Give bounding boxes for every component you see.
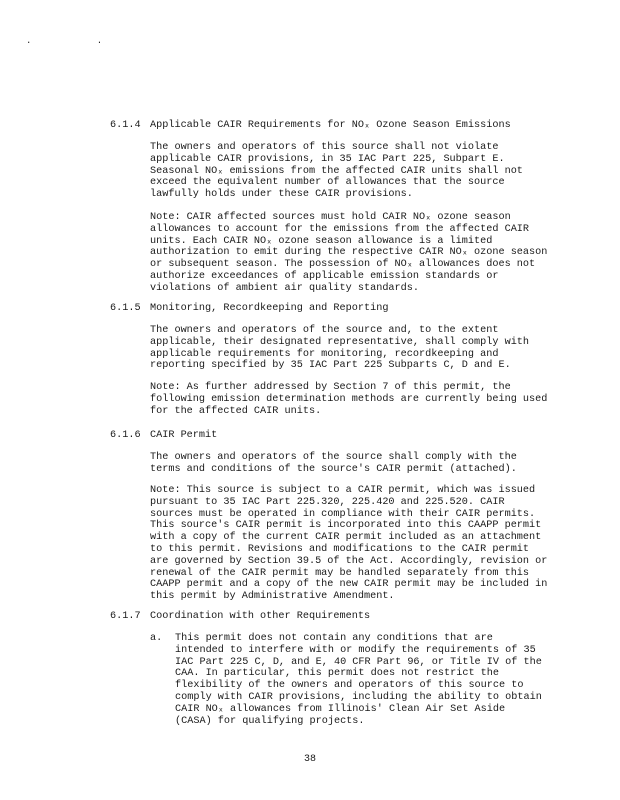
section-heading: Coordination with other Requirements: [150, 611, 371, 622]
paragraph: The owners and operators of this source shall not violate applicable CAIR provisions, in 35 IAC Part 225, Subpart E. Seasonal NOₓ emissions from the affected CAIR units shall not exceed the equivalent number of allowances that the source lawfully holds under these CAIR provisions.: [150, 142, 523, 201]
note-paragraph: Note: CAIR affected sources must hold CAIR NOₓ ozone season allowances to account for the emissions from the affected CAIR units. Each CAIR NOₓ ozone season allowance is a limited authorization to emit during the respective CAIR NOₓ ozone season or subsequent season. The possession of NOₓ allowances does not authorize exceedances of applicable emission standards or violations of ambient air quality standards.: [150, 212, 548, 294]
note-paragraph: Note: As further addressed by Section 7 of this permit, the following emission determination methods are currently being used for the affected CAIR units.: [150, 382, 548, 417]
note-paragraph: Note: This source is subject to a CAIR permit, which was issued pursuant to 35 IAC Part 225.320, 225.420 and 225.520. CAIR sources must be operated in compliance with their CAIR permits. This source's CAIR permit is incorporated into this CAAPP permit with a copy of the current CAIR permit included as an attachment to this permit. Revisions and modifications to the CAIR permit are governed by Section 39.5 of the Act. Accordingly, revision or renewal of the CAIR permit may be handled separately from this CAAPP permit and a copy of the new CAIR permit may be included in this permit by Administrative Amendment.: [150, 485, 548, 603]
section-heading: Applicable CAIR Requirements for NOₓ Ozone Season Emissions: [150, 120, 511, 131]
section-number: 6.1.5: [110, 303, 141, 314]
paragraph: The owners and operators of the source shall comply with the terms and conditions of the source's CAIR permit (attached).: [150, 452, 517, 475]
list-item-label: a.: [150, 633, 163, 644]
section-number: 6.1.7: [110, 611, 141, 622]
scan-specks: . .: [26, 36, 133, 46]
list-item-text: This permit does not contain any conditions that are intended to interfere with or modify the requirements of 35 IAC Part 225 C, D, and E, 40 CFR Part 96, or Title IV of the CAA. In particular, this permit does not restrict the flexibility of the owners and operators of this source to comply with CAIR provisions, including the ability to obtain CAIR NOₓ allowances from Illinois' Clean Air Set Aside (CASA) for qualifying projects.: [175, 633, 542, 727]
page-number: 38: [303, 754, 316, 765]
section-heading: Monitoring, Recordkeeping and Reporting: [150, 303, 389, 314]
section-number: 6.1.6: [110, 430, 141, 441]
section-heading: CAIR Permit: [150, 430, 218, 441]
paragraph: The owners and operators of the source and, to the extent applicable, their designated representative, shall comply with applicable requirements for monitoring, recordkeeping and reporting specified by 35 IAC Part 225 Subparts C, D and E.: [150, 325, 530, 372]
section-number: 6.1.4: [110, 120, 141, 131]
